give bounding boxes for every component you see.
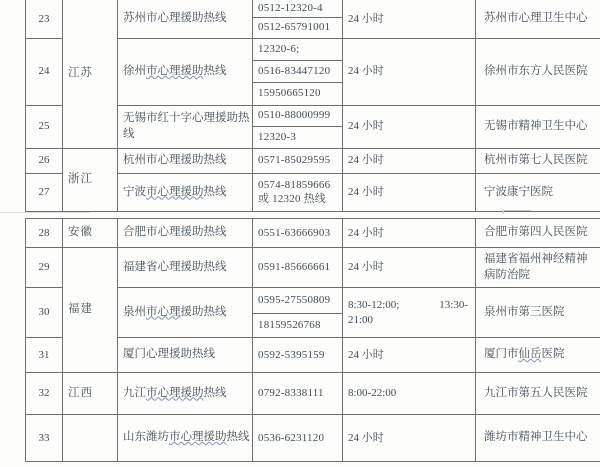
hotline-name: 徐州 — [123, 65, 146, 78]
hours-line — [348, 298, 474, 313]
hospital-cell — [476, 0, 600, 38]
hospital-name: 无锡市精神卫生中心 — [484, 120, 588, 133]
hotline-name: 泉州 — [123, 305, 146, 318]
row-number-cell: 26 — [26, 148, 63, 173]
table-row — [26, 248, 600, 288]
hotline-name: 热线 — [226, 431, 250, 444]
table-row — [26, 415, 600, 462]
hotline-name: 厦门心理援助热线 — [123, 348, 215, 361]
hospital-name: 九江市第五人民医院 — [484, 386, 588, 399]
hours-cell: 24 小时 — [343, 38, 476, 105]
hotline-name-cell — [118, 415, 253, 462]
hotline-name-cell — [118, 219, 253, 248]
phone-cell: 0536-6231120 — [253, 415, 343, 462]
hotline-name-squiggle: 市心理援助 — [146, 65, 204, 78]
hotline-name: 无锡市红十字心理援助热线 — [123, 112, 250, 140]
hospital-name: 医院 — [541, 348, 565, 361]
phone-cell: 0591-85666661 — [253, 248, 343, 288]
hospital-cell — [476, 105, 600, 148]
table-row — [26, 148, 600, 173]
phone-line: 0574-81859666 — [258, 178, 331, 191]
row-number-cell: 27 — [26, 173, 63, 211]
hours-cell: 24 小时 — [343, 415, 476, 462]
phone-line: 或 12320 热线 — [258, 193, 326, 206]
row-number-cell: 24 — [26, 38, 63, 105]
hospital-cell — [476, 248, 600, 288]
phone-cell: 15950665120 — [253, 82, 343, 105]
row-number-cell: 28 — [26, 219, 63, 248]
hospital-name: 厦门市 — [484, 348, 519, 361]
hotline-name: 宁波 — [123, 185, 146, 198]
province-cell — [63, 415, 118, 462]
table-break-mark-left — [0, 212, 90, 213]
hotline-name: 合肥市心理援助热线 — [123, 226, 227, 239]
province-cell: 安徽 — [63, 219, 118, 248]
row-number-cell: 29 — [26, 248, 63, 288]
hours-cell: 24 小时 — [343, 0, 476, 38]
province-cell: 江苏 — [63, 0, 118, 148]
row-number-cell: 31 — [26, 338, 63, 373]
hospital-name: 苏州市心理卫生中心 — [484, 12, 588, 25]
hospital-name: 泉州市第三医院 — [484, 305, 565, 318]
hospital-cell — [476, 373, 600, 415]
hotline-name: 援助热线 — [180, 305, 227, 318]
hours-cell: 24 小时 — [343, 338, 476, 373]
hotline-name-cell — [118, 105, 253, 148]
hotline-name-cell — [118, 338, 253, 373]
hotline-name-cell — [118, 38, 253, 105]
hours-cell — [343, 288, 476, 338]
hotline-name-squiggle: 市心理 — [146, 305, 181, 318]
hotline-name-cell — [118, 0, 253, 38]
hotline-table-segment-2 — [25, 218, 600, 462]
hours-cell: 24 小时 — [343, 219, 476, 248]
hospital-cell — [476, 415, 600, 462]
table-row — [26, 373, 600, 415]
hotline-name: 福建省心理援助热线 — [123, 260, 227, 273]
province-cell: 江西 — [63, 373, 118, 415]
hotline-name-cell — [118, 173, 253, 211]
hospital-cell — [476, 338, 600, 373]
table-row — [26, 0, 600, 17]
phone-cell: 0510-88000999 — [253, 105, 343, 126]
phone-cell: 0595-27550809 — [253, 288, 343, 314]
hotline-name: 杭州市心理援助热线 — [123, 154, 227, 167]
hotline-name: 山东潍坊 — [123, 431, 169, 444]
row-number-cell: 23 — [26, 0, 63, 38]
row-number-cell: 33 — [26, 415, 63, 462]
hospital-cell — [476, 38, 600, 105]
hotline-table-segment-1 — [25, 0, 600, 212]
province-cell: 浙江 — [63, 148, 118, 211]
hotline-name-cell — [118, 248, 253, 288]
hotline-name: 热线 — [203, 386, 227, 399]
hospital-name: 福建省福州神经精神病防治院 — [484, 252, 588, 281]
hospital-cell — [476, 173, 600, 211]
hospital-name: 杭州市第七人民医院 — [484, 154, 588, 167]
phone-cell: 0512-65791001 — [253, 17, 343, 38]
phone-cell: 0516-83447120 — [253, 60, 343, 82]
hotline-name-squiggle: 市心理援助 — [169, 431, 227, 444]
hospital-cell — [476, 148, 600, 173]
hospital-name-squiggle: 仙岳 — [518, 348, 542, 361]
hotline-name: 热线 — [203, 185, 227, 198]
table-row — [26, 219, 600, 248]
phone-cell: 0792-8338111 — [253, 373, 343, 415]
hours-line: 21:00 — [348, 313, 374, 326]
hotline-name: 热线 — [203, 65, 227, 78]
hours-part: 13:30- — [439, 298, 468, 311]
hours-cell: 24 小时 — [343, 248, 476, 288]
hours-part: 8:30-12:00; — [348, 298, 400, 311]
hotline-name: 九江 — [123, 386, 146, 399]
hours-cell: 8:00-22:00 — [343, 373, 476, 415]
hours-cell: 24 小时 — [343, 173, 476, 211]
hotline-name-cell — [118, 148, 253, 173]
row-number-cell: 32 — [26, 373, 63, 415]
hospital-name: 潍坊市精神卫生中心 — [484, 431, 588, 444]
hours-cell: 24 小时 — [343, 148, 476, 173]
phone-cell: 0571-85029595 — [253, 148, 343, 173]
phone-cell: 12320-6; — [253, 38, 343, 60]
phone-cell — [253, 173, 343, 211]
hotline-name-squiggle: 市心理援助 — [146, 185, 204, 198]
hospital-name: 合肥市第四人民医院 — [484, 226, 588, 239]
hotline-name-cell — [118, 373, 253, 415]
province-cell: 福建 — [63, 248, 118, 373]
hospital-name: 宁波康宁医院 — [484, 185, 553, 198]
hotline-name: 苏州市心理援助热线 — [123, 12, 227, 25]
hospital-cell — [476, 288, 600, 338]
phone-cell: 18159526768 — [253, 314, 343, 338]
phone-cell: 12320-3 — [253, 126, 343, 148]
hospital-cell — [476, 219, 600, 248]
hours-cell: 24 小时 — [343, 105, 476, 148]
phone-cell: 0592-5395159 — [253, 338, 343, 373]
row-number-cell: 30 — [26, 288, 63, 338]
hotline-name-squiggle: 市心理援助 — [146, 386, 204, 399]
phone-cell: 0551-63666903 — [253, 219, 343, 248]
table-break-mark-right — [503, 210, 531, 214]
hospital-name: 徐州市东方人民医院 — [484, 65, 588, 78]
row-number-cell: 25 — [26, 105, 63, 148]
phone-cell: 0512-12320-4 — [253, 0, 343, 17]
hotline-name-cell — [118, 288, 253, 338]
